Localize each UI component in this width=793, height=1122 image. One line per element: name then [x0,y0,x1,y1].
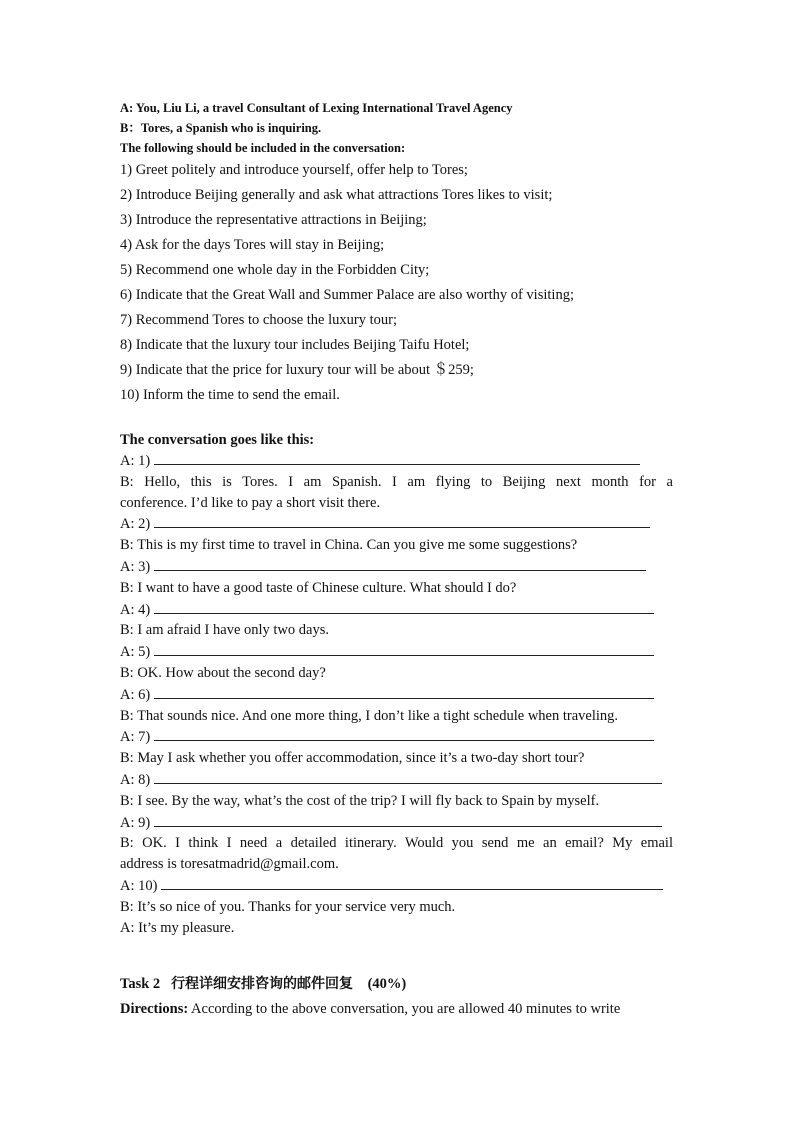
requirement-item: 7) Recommend Tores to choose the luxury tour; [120,312,397,328]
b-line: conference. I’d like to pay a short visit there. [120,494,381,511]
answer-blank[interactable] [154,450,640,465]
requirement-item: 8) Indicate that the luxury tour includes Beijing Taifu Hotel; [120,337,470,353]
requirement-item: 6) Indicate that the Great Wall and Summer Palace are also worthy of visiting; [120,287,574,303]
requirement-item: 3) Introduce the representative attractions in Beijing; [120,212,427,228]
answer-label: A: 2) [120,516,151,533]
requirement-item: 5) Recommend one whole day in the Forbidden City; [120,262,430,278]
answer-blank[interactable] [154,726,654,741]
b-line: B: That sounds nice. And one more thing, I don’t like a tight schedule when traveling. [120,707,619,724]
task2-title-cn: 行程详细安排咨询的邮件回复 [171,976,354,993]
answer-label: A: 3) [120,558,151,575]
answer-line-2 [120,513,673,535]
b-line: B: I see. By the way, what’s the cost of the trip? I will fly back to Spain by myself. [120,792,600,809]
document-page [120,98,673,1022]
answer-blank[interactable] [154,513,650,528]
answer-line-9 [120,812,673,834]
answer-blank[interactable] [154,769,662,784]
answer-line-6 [120,684,673,706]
answer-blank[interactable] [154,641,654,656]
answer-line-4 [120,599,673,621]
answer-label: A: 8) [120,771,151,788]
answer-label: A: 1) [120,453,151,469]
directions-text: According to the above conversation, you are allowed 40 minutes to write [191,1001,621,1018]
answer-line-3 [120,556,673,578]
b-line: B: Hello, this is Tores. I am Spanish. I am flying to Beijing next month for a [120,473,673,490]
requirement-item: 2) Introduce Beijing generally and ask what attractions Tores likes to visit; [120,187,553,203]
task2-title [120,972,673,996]
answer-line-5 [120,641,673,663]
conversation-title: The conversation goes like this: [120,432,315,448]
task2-label: Task 2 [120,976,161,993]
answer-label: A: 5) [120,644,151,661]
answer-blank[interactable] [161,875,663,890]
answer-blank[interactable] [154,599,654,614]
requirement-item: 1) Greet politely and introduce yourself, offer help to Tores; [120,162,468,178]
b-line: B: This is my first time to travel in China. Can you give me some suggestions? [120,537,578,554]
task2-weight: (40%) [367,976,407,993]
role-b: B：Tores, a Spanish who is inquiring. [120,121,322,135]
task2-directions [120,996,673,1022]
answer-line-10 [120,875,673,897]
answer-label: A: 10) [120,877,158,894]
requirement-item: 10) Inform the time to send the email. [120,387,340,403]
answer-label: A: 4) [120,601,151,618]
b-line: B: May I ask whether you offer accommodation, since it’s a two-day short tour? [120,750,585,767]
b-line: B: I am afraid I have only two days. [120,622,329,639]
a-line: A: It’s my pleasure. [120,919,235,936]
role-a: A: You, Liu Li, a travel Consultant of Lexing International Travel Agency [120,101,513,115]
answer-line-7 [120,726,673,748]
b-line: B: OK. I think I need a detailed itinerary. Would you send me an email? My email [120,835,673,852]
requirement-item: 4) Ask for the days Tores will stay in Beijing; [120,237,385,253]
b-line: address is toresatmadrid@gmail.com. [120,856,339,873]
directions-label: Directions: [120,1001,189,1018]
answer-blank[interactable] [154,812,662,827]
b-line: B: I want to have a good taste of Chinese culture. What should I do? [120,579,517,596]
answer-line-1 [120,450,673,472]
answer-blank[interactable] [154,684,654,699]
b-line: B: It’s so nice of you. Thanks for your service very much. [120,898,456,915]
answer-label: A: 9) [120,814,151,831]
answer-line-8 [120,769,673,791]
answer-blank[interactable] [154,556,646,571]
answer-label: A: 7) [120,729,151,746]
requirement-item: 9) Indicate that the price for luxury tour will be about ＄259; [120,362,474,378]
requirements-list [120,158,673,408]
instruction: The following should be included in the conversation: [120,141,406,155]
b-line: B: OK. How about the second day? [120,664,326,681]
answer-label: A: 6) [120,686,151,703]
